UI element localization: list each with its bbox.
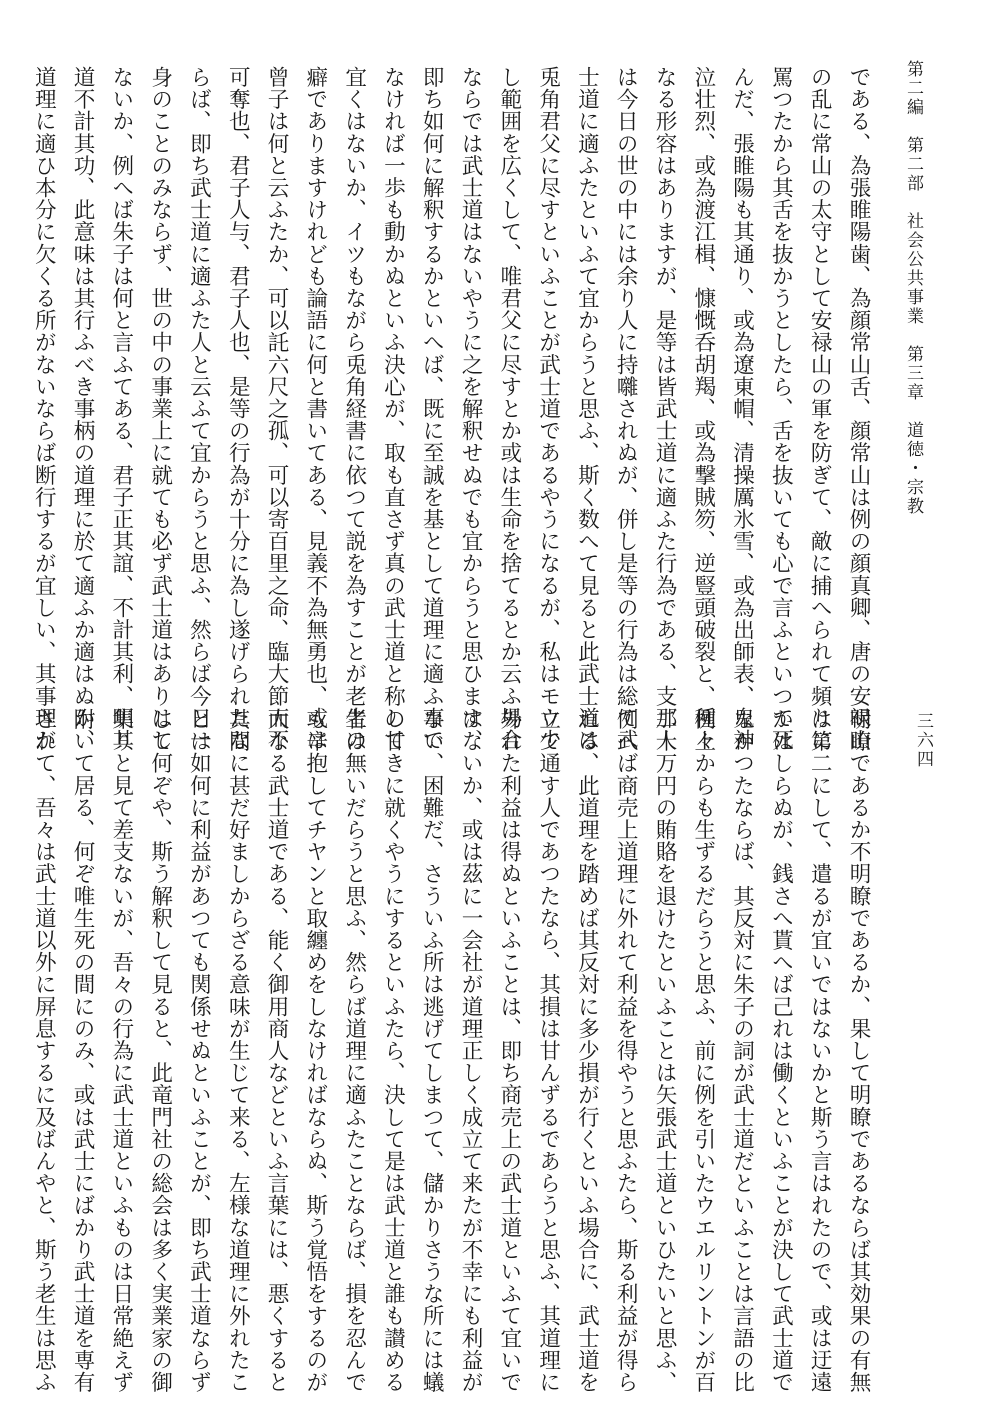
text-column: 宜くはないか、イツもながら兎角経書に依つて説を為すことが老生の <box>341 66 367 752</box>
text-column: 泣壮烈、或為渡江楫、慷慨呑胡羯、或為撃賊笏、逆豎頭破裂と、種々 <box>690 66 716 752</box>
text-column: なる形容はありますが、是等は皆武士道に適ふた行為である、支那人 <box>652 66 678 752</box>
text-column: は今日の世の中には余り人に持囃されぬが、併し是等の行為は総て武 <box>613 66 639 752</box>
text-column: である、為張睢陽歯、為顔常山舌、顔常山は例の顔真卿、唐の安禄山 <box>846 66 871 752</box>
text-column: も辛抱してチヤンと取纏めをしなければならぬ、斯う覚悟をするのが <box>302 708 328 1394</box>
text-column: 曾子は何と云ふたか、可以託六尺之孤、可以寄百里之命、臨大節而不 <box>264 66 290 752</box>
text-column: 大なる武士道である、能く御用商人などといふ言葉には、悪くすると <box>264 708 290 1394</box>
text-column: 二十万円の賄賂を退けたといふことは矢張武士道といひたいと思ふ、 <box>652 708 678 1394</box>
text-column: の甘きに就くやうにするといふたら、決して是は武士道と誰も讃める <box>380 708 406 1394</box>
text-column: ならでは武士道はないやうに之を解釈せぬでも宜からうと思ひます、 <box>458 66 484 752</box>
text-column: 癖でありますけれども論語に何と書いてある、見義不為無勇也、或は <box>302 66 328 752</box>
text-column: なければ一歩も動かぬといふ決心が、取も直さず真の武士道と称して <box>380 66 406 752</box>
text-column: んだ、張睢陽も其通り、或為遼東帽、清操厲氷雪、或為出師表、鬼神 <box>729 66 755 752</box>
text-column: なかつたならば、其反対に朱子の詞が武士道だといふことは言語の比 <box>729 708 755 1394</box>
text-column: 道理に適ひ本分に欠くる所がないならば断行するが宜しい、其事理が <box>31 66 57 752</box>
text-column: 道不計其功、此意味は其行ふべき事柄の道理に於て適ふか適はぬか、 <box>70 66 96 752</box>
text-column: 士道に適ふたといふて宜からうと思ふ、斯く数へて見ると此武士道は <box>574 66 600 752</box>
text-column: 即ち如何に解釈するかといへば、既に至誠を基として道理に適ふ事で <box>419 66 445 752</box>
text-column: されて、吾々は武士道以外に屏息するに及ばんやと、斯う老生は思ふ <box>31 708 57 1394</box>
text-column: はないか、或は茲に一会社が道理正しく成立て来たが不幸にも利益が <box>458 708 484 1394</box>
text-column: かはしらぬが、銭さへ貰へば己れは働くといふことが決して武士道で <box>768 708 794 1394</box>
upper-text-block <box>31 66 877 752</box>
text-column: 身のことのみならず、世の中の事業上に就ても必ず武士道はありはし <box>147 66 173 752</box>
text-column: 兎角君父に尽すといふことが武士道であるやうになるが、私はモウ少 <box>535 66 561 752</box>
text-column: 外れた利益は得ぬといふことは、即ち商売上の武士道といふて宜いで <box>496 708 522 1394</box>
text-column: ないか、例へば朱子は何と言ふてある、君子正其誼、不計其利、明其 <box>108 66 134 752</box>
text-column: ない、困難だ、さういふ所は逃げてしまつて、儲かりさうな所には蟻 <box>419 708 445 1394</box>
text-column: は第二にして、遣るが宜いではないかと斯う言はれたので、或は迂遠 <box>807 708 833 1394</box>
text-column: し範囲を広くして、唯君父に尽すとか或は生命を捨てるとか云ふ場合 <box>496 66 522 752</box>
text-column: 者は無いだらうと思ふ、然らば道理に適ふたことならば、損を忍んで <box>341 708 367 1394</box>
page-number: 三六四 <box>913 712 933 769</box>
text-column: れる、此道理を踏めば其反対に多少損が行くといふ場合に、武士道を <box>574 708 600 1394</box>
text-column: 立て通す人であつたなら、其損は甘んずるであらうと思ふ、其道理に <box>535 708 561 1394</box>
text-column: 可奪也、君子人与、君子人也、是等の行為が十分に為し遂げられたな <box>225 66 251 752</box>
text-column: 其間に甚だ好ましからざる意味が生じて来る、左様な道理に外れたこ <box>225 708 251 1394</box>
text-column: 集りと見て差支ないが、吾々の行為に武士道といふものは日常絶えず <box>108 708 134 1394</box>
text-column: とは如何に利益があつても関係せぬといふことが、即ち武士道ならず <box>186 708 212 1394</box>
text-column: 例へば商売上道理に外れて利益を得やうと思ふたら、斯る利益が得ら <box>613 708 639 1394</box>
text-column: 附いて居る、何ぞ唯生死の間にのみ、或は武士にばかり武士道を専有 <box>70 708 96 1394</box>
text-column: 明瞭であるか不明瞭であるか、果して明瞭であるならば其効果の有無 <box>846 708 871 1394</box>
text-column: 例上からも生ずるだらうと思ふ、前に例を引いたウエルリントンが百 <box>690 708 716 1394</box>
text-column: らば、即ち武士道に適ふた人と云ふて宜からうと思ふ、然らば今日一 <box>186 66 212 752</box>
running-head: 第二編 第二部 社会公共事業 第三章 道徳・宗教 <box>903 60 923 516</box>
text-column: の乱に常山の太守として安禄山の軍を防ぎて、敵に捕へられて頻りに <box>807 66 833 752</box>
text-column: 罵つたから其舌を抜かうとしたら、舌を抜いても心で言ふといつて死 <box>768 66 794 752</box>
text-column: して何ぞや、斯う解釈して見ると、此竜門社の総会は多く実業家の御 <box>147 708 173 1394</box>
lower-text-block <box>31 708 877 1394</box>
